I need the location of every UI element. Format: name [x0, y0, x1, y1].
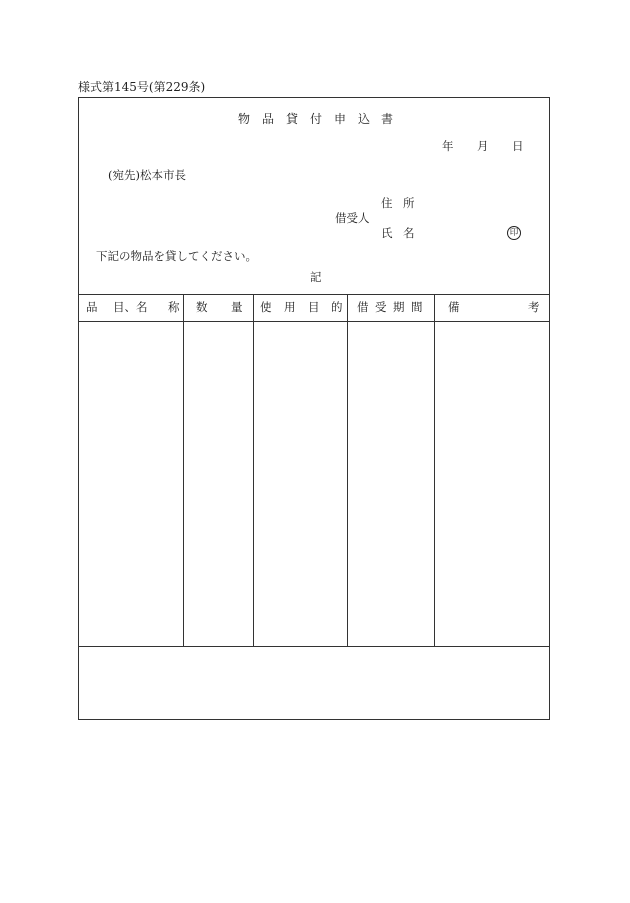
title-char: 物 [238, 112, 251, 126]
seal-mark: 印 [507, 226, 521, 240]
purpose-cell[interactable] [254, 322, 347, 646]
header-char: 備 [448, 300, 460, 314]
header-char: 借 [357, 300, 369, 314]
header-char: 受 [375, 300, 387, 314]
addressee: (宛先)松本市長 [108, 168, 186, 182]
period-cell[interactable] [348, 322, 434, 646]
date-day-label: 日 [512, 139, 524, 153]
table-top-line [78, 294, 550, 295]
quantity-cell[interactable] [184, 322, 253, 646]
title-char: 貸 [286, 112, 299, 126]
request-text: 下記の物品を貸してください。 [96, 249, 257, 263]
address-label-char: 所 [403, 196, 415, 210]
header-char: 量 [231, 300, 243, 314]
title-char: 書 [381, 112, 394, 126]
name-label-char: 名 [403, 226, 415, 240]
header-char: 数 [196, 300, 208, 314]
name-label-char: 氏 [381, 226, 393, 240]
date-month-label: 月 [477, 139, 489, 153]
header-char: 目、名 [113, 300, 148, 314]
title-char: 申 [334, 112, 347, 126]
header-char: 目 [308, 300, 320, 314]
header-char: 的 [331, 300, 343, 314]
title-char: 込 [358, 112, 371, 126]
ki-label: 記 [310, 270, 322, 284]
header-char: 考 [528, 300, 540, 314]
item-name-cell[interactable] [79, 322, 183, 646]
remarks-cell[interactable] [435, 322, 549, 646]
header-char: 間 [411, 300, 423, 314]
header-char: 称 [168, 300, 180, 314]
bottom-notes-area[interactable] [79, 647, 549, 719]
borrower-label: 借受人 [335, 211, 370, 225]
header-char: 品 [86, 300, 98, 314]
header-char: 使 [260, 300, 272, 314]
title-char: 品 [262, 112, 275, 126]
header-char: 期 [393, 300, 405, 314]
form-number: 様式第145号(第229条) [78, 80, 206, 94]
address-label-char: 住 [381, 196, 393, 210]
title-char: 付 [310, 112, 323, 126]
header-char: 用 [284, 300, 296, 314]
date-year-label: 年 [442, 139, 454, 153]
